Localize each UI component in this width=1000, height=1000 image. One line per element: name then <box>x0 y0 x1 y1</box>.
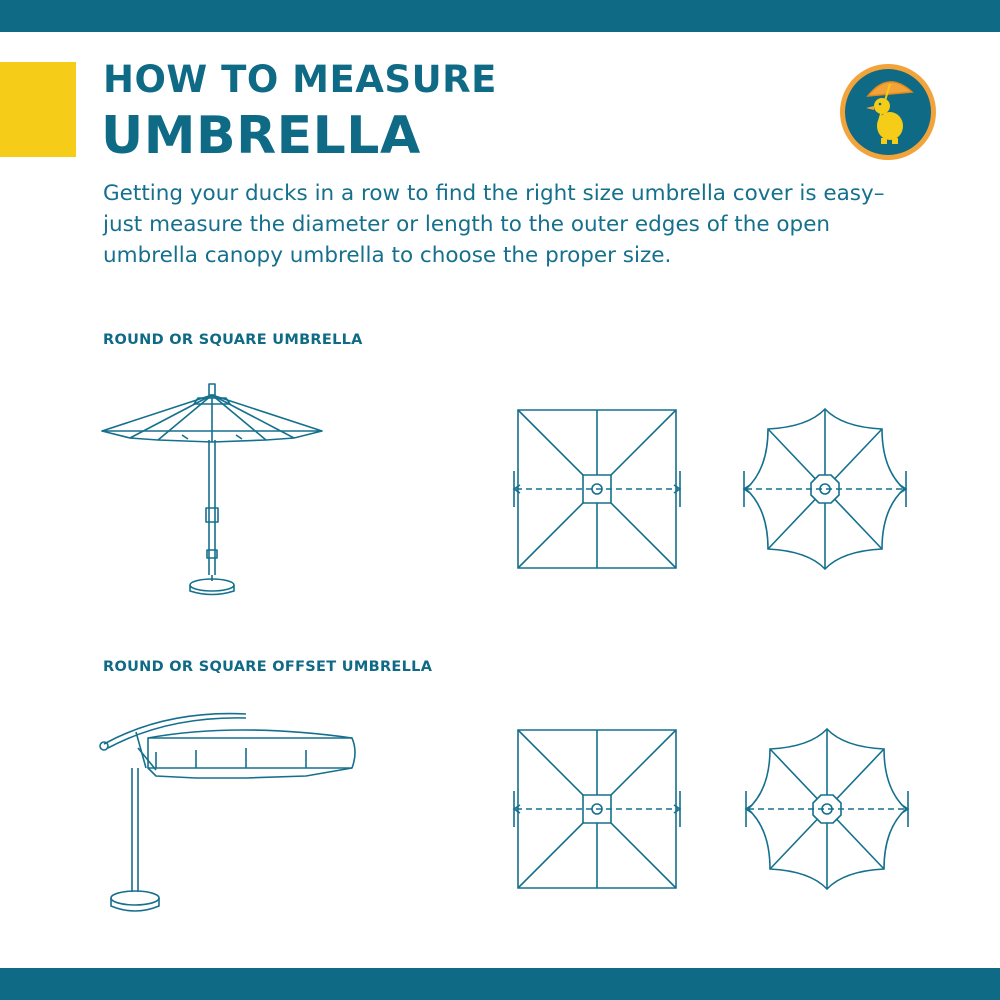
yellow-accent-block <box>0 62 76 157</box>
octagon-canopy-top-view-icon <box>742 725 912 893</box>
square-canopy-top-view-icon <box>508 725 688 893</box>
top-banner-bar <box>0 0 1000 32</box>
intro-paragraph: Getting your ducks in a row to find the right size umbrella cover is easy–just measure the diameter or length to the outer edges of the open umbrella canopy umbrella to choose the proper size. <box>103 181 885 268</box>
square-canopy-top-view-icon <box>508 405 688 573</box>
page-title: UMBRELLA <box>101 106 421 166</box>
market-umbrella-icon <box>98 380 326 600</box>
offset-umbrella-icon <box>96 708 362 918</box>
octagon-canopy-top-view-icon <box>740 405 910 573</box>
title-line-1: HOW TO MEASURE <box>103 58 497 101</box>
duck-with-umbrella-icon <box>838 62 938 162</box>
bottom-banner-bar <box>0 968 1000 1000</box>
section-label-offset: ROUND OR SQUARE OFFSET UMBRELLA <box>103 659 433 675</box>
section-label-round-square: ROUND OR SQUARE UMBRELLA <box>103 332 363 348</box>
